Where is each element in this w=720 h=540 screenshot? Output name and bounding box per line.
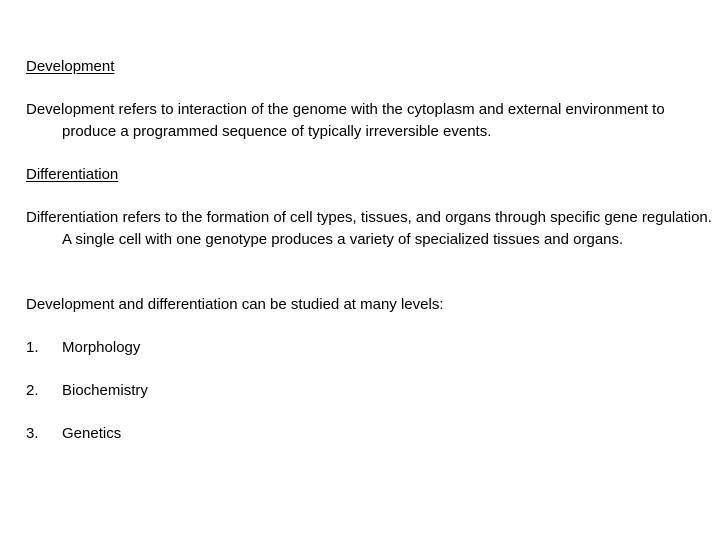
list-item-label: Genetics	[62, 425, 122, 442]
development-definition: Development refers to interaction of the genome with the cytoplasm and external environment to produce a programmed sequence of typically irreversible events.	[26, 101, 665, 140]
differentiation-definition: Differentiation refers to the formation of cell types, tissues, and organs through specific gene regulation. A single cell with one genotype produces a variety of specialized tissues and organs.	[26, 209, 712, 248]
list-item-number: 3.	[26, 425, 39, 442]
levels-intro: Development and differentiation can be studied at many levels:	[26, 296, 444, 313]
list-item-number: 1.	[26, 339, 39, 356]
differentiation-heading: Differentiation	[26, 166, 119, 183]
list-item-label: Morphology	[62, 339, 141, 356]
development-heading: Development	[26, 58, 115, 75]
list-item-number: 2.	[26, 382, 39, 399]
list-item-label: Biochemistry	[62, 382, 148, 399]
